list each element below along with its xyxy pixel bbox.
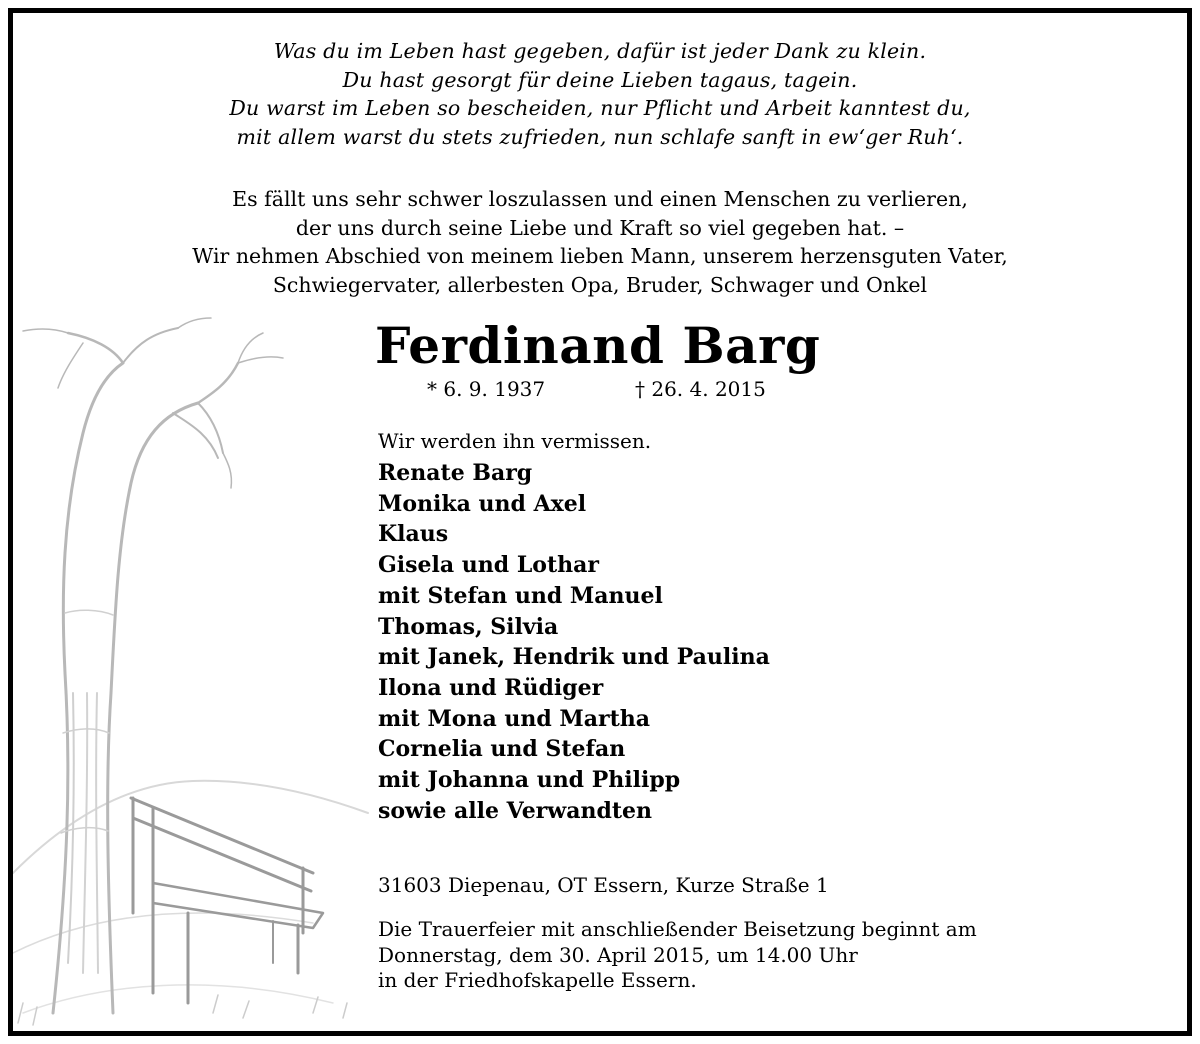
intro-line: Wir nehmen Abschied von meinem lieben Mann, unserem herzensguten Vater, bbox=[192, 244, 1008, 268]
mourners-list bbox=[378, 458, 770, 826]
mourner-name: Gisela und Lothar bbox=[378, 552, 599, 579]
mourner-name: mit Janek, Hendrik und Paulina bbox=[378, 644, 770, 671]
obituary-frame bbox=[8, 8, 1192, 1036]
tree-and-bench-sketch-icon bbox=[13, 313, 373, 1033]
mourner-name: Thomas, Silvia bbox=[378, 613, 559, 640]
intro-line: Es fällt uns sehr schwer loszulassen und einen Menschen zu verlieren, bbox=[232, 187, 968, 211]
service-line: Die Trauerfeier mit anschließender Beisetzung beginnt am bbox=[378, 917, 977, 941]
funeral-service-info bbox=[378, 917, 977, 994]
death-date: † 26. 4. 2015 bbox=[635, 377, 766, 401]
service-line: Donnerstag, dem 30. April 2015, um 14.00 Uhr bbox=[378, 942, 858, 967]
mourner-name: mit Stefan und Manuel bbox=[378, 582, 663, 609]
intro-line: der uns durch seine Liebe und Kraft so viel gegeben hat. – bbox=[295, 215, 905, 240]
poem-line: mit allem warst du stets zufrieden, nun schlafe sanft in ew‘ger Ruh‘. bbox=[236, 124, 964, 149]
poem-line: Was du im Leben hast gegeben, dafür ist jeder Dank zu klein. bbox=[273, 39, 927, 63]
mourner-name: sowie alle Verwandten bbox=[378, 797, 653, 824]
intro-line: Schwiegervater, allerbesten Opa, Bruder, Schwager und Onkel bbox=[272, 272, 928, 297]
birth-date: * 6. 9. 1937 bbox=[427, 377, 546, 401]
mourner-name: Renate Barg bbox=[378, 460, 533, 486]
farewell-intro bbox=[13, 185, 1187, 299]
mourner-name: Ilona und Rüdiger bbox=[378, 674, 604, 701]
mourner-name: mit Johanna und Philipp bbox=[378, 767, 681, 794]
mourners-intro: Wir werden ihn vermissen. bbox=[378, 429, 652, 453]
mourner-name: mit Mona und Martha bbox=[378, 705, 651, 732]
deceased-name: Ferdinand Barg bbox=[375, 316, 821, 375]
service-line: in der Friedhofskapelle Essern. bbox=[378, 968, 697, 992]
memorial-poem bbox=[13, 37, 1187, 151]
mourner-name: Klaus bbox=[378, 521, 449, 548]
mourner-name: Monika und Axel bbox=[378, 490, 587, 517]
mourner-name: Cornelia und Stefan bbox=[378, 736, 626, 763]
poem-line: Du hast gesorgt für deine Lieben tagaus, tagein. bbox=[342, 67, 858, 92]
poem-line: Du warst im Leben so bescheiden, nur Pflicht und Arbeit kanntest du, bbox=[229, 96, 971, 120]
family-address: 31603 Diepenau, OT Essern, Kurze Straße 1 bbox=[378, 873, 829, 897]
